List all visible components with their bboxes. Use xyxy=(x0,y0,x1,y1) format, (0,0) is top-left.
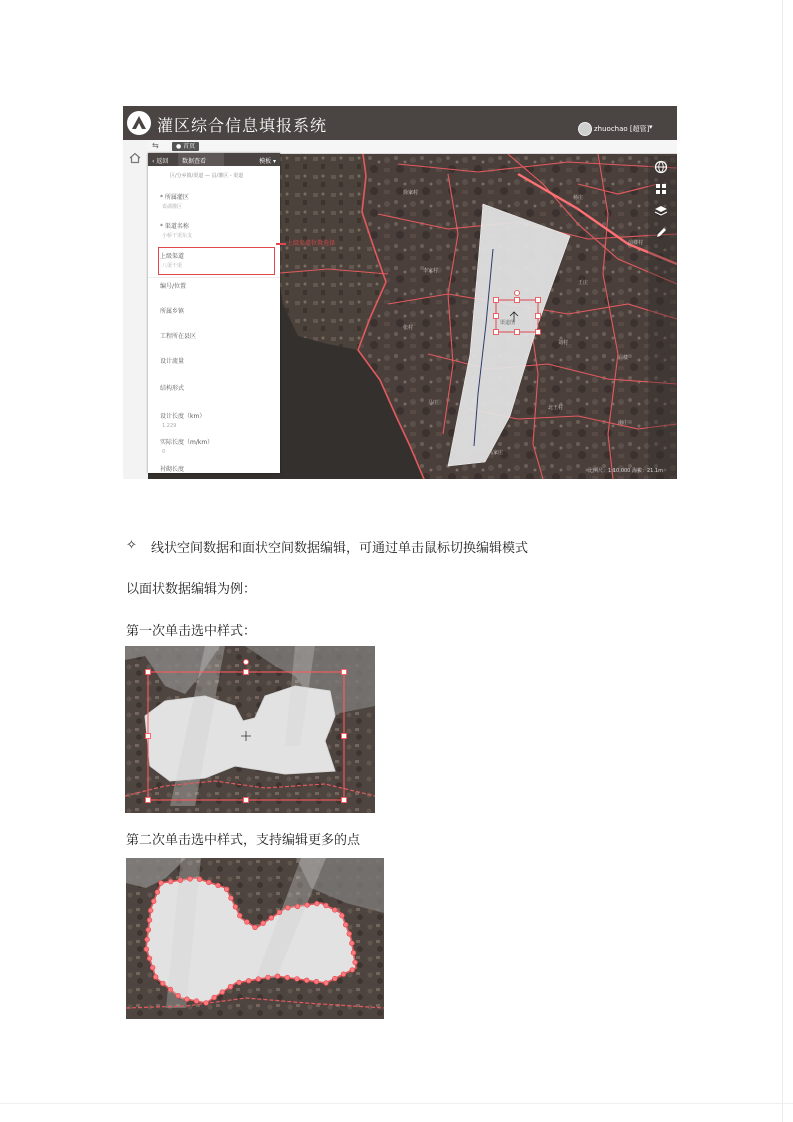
map-scale-readout: 比例尺：1:10,000 海拔：21.1m xyxy=(588,468,663,474)
field-value[interactable]: 0 xyxy=(162,449,166,455)
vertex-handle xyxy=(147,956,152,961)
vertex-handle xyxy=(206,880,211,885)
highlight-box xyxy=(158,247,275,275)
vertex-handle xyxy=(245,920,250,925)
page-edge-bottom xyxy=(0,1103,793,1104)
map-place-label: 马庄 xyxy=(428,400,439,406)
tab-home[interactable]: ● 首页 xyxy=(172,142,199,151)
vertex-handle xyxy=(269,915,274,920)
vertex-handle xyxy=(155,890,160,895)
home-icon[interactable] xyxy=(129,152,141,164)
vertex-handle xyxy=(237,913,242,918)
app-logo-icon xyxy=(127,111,151,135)
back-button[interactable]: ‹ 返回 xyxy=(152,158,169,165)
paragraph-line: 以面状数据编辑为例： xyxy=(126,582,257,597)
divider xyxy=(148,277,280,278)
map-place-label: 李家村 xyxy=(423,268,439,274)
vertex-handle xyxy=(147,918,152,923)
vertex-handle xyxy=(145,937,150,942)
vertex-handle xyxy=(353,960,358,965)
map-place-label: 张村 xyxy=(403,325,414,331)
vertex-handle xyxy=(332,908,337,913)
vertex-handle xyxy=(266,975,271,980)
vertex-handle xyxy=(185,997,190,1002)
vertex-handle xyxy=(275,974,280,979)
field-label: 实际长度（m/km） xyxy=(160,439,214,446)
app-header xyxy=(123,106,677,140)
field-label: 所属乡镇 xyxy=(160,308,185,315)
vertex-handle xyxy=(350,968,355,973)
vertex-handle xyxy=(150,965,155,970)
vertex-handle xyxy=(204,1001,209,1006)
vertex-handle xyxy=(224,887,229,892)
vertex-handle xyxy=(151,899,156,904)
vertex-handle xyxy=(341,972,346,977)
app-title: 灌区综合信息填报系统 xyxy=(157,116,328,135)
annotation-pointer xyxy=(276,243,286,245)
map-place-label: 王庄 xyxy=(578,280,589,286)
vertex-handle xyxy=(159,881,164,886)
vertex-handle xyxy=(197,877,202,882)
vertex-handle xyxy=(220,990,225,995)
vertex-handle xyxy=(233,904,238,909)
vertex-handle xyxy=(146,927,151,932)
figure-caption: 第二次单击选中样式，支持编辑更多的点 xyxy=(126,833,361,848)
map-place-label: 高家庄 xyxy=(488,450,504,456)
vertex-handle xyxy=(188,877,193,882)
map-feature-label: 渠道图 xyxy=(500,320,516,326)
tab-toggle-icon[interactable]: ⇆ xyxy=(152,141,159,150)
vertex-handle xyxy=(324,981,329,986)
map-place-label: 徐家村 xyxy=(403,190,419,196)
field-label: * 渠道名称 xyxy=(160,223,189,230)
vertex-handle xyxy=(315,901,320,906)
field-value[interactable]: 八渠干渠 xyxy=(162,263,183,269)
vertex-handle xyxy=(178,878,183,883)
annotation-text: 上级渠道位置选择 xyxy=(287,240,336,247)
vertex-handle xyxy=(277,910,282,915)
globe-icon[interactable] xyxy=(654,160,668,174)
vertex-handle xyxy=(229,896,234,901)
vertex-handle xyxy=(168,987,173,992)
vertex-handle xyxy=(256,977,261,982)
vertex-handle xyxy=(253,925,258,930)
field-label: 结构形式 xyxy=(160,385,185,392)
tab-bar xyxy=(148,140,677,154)
vertex-handle xyxy=(153,975,158,980)
grid-icon[interactable] xyxy=(654,182,668,196)
edit-icon[interactable] xyxy=(654,226,668,240)
field-label: 设计长度（km） xyxy=(160,413,206,420)
vertex-handle xyxy=(168,879,173,884)
field-label: 工程所在县区 xyxy=(160,333,197,340)
feature-form-panel xyxy=(148,153,280,473)
vertex-handle xyxy=(194,999,199,1004)
vertex-handle xyxy=(212,995,217,1000)
vertex-handle xyxy=(332,976,337,981)
vertex-handle xyxy=(228,984,233,989)
field-label: * 所属灌区 xyxy=(160,194,189,201)
panel-header xyxy=(148,153,280,166)
vertex-handle xyxy=(148,908,153,913)
template-dropdown[interactable]: 模板 ▾ xyxy=(259,158,276,165)
field-value[interactable]: 泰湖灌区 xyxy=(162,204,183,210)
map-place-label: 杨庄 xyxy=(573,195,584,201)
vertex-handle xyxy=(176,993,181,998)
vertex-handle xyxy=(351,950,356,955)
panel-tab-active[interactable] xyxy=(178,153,224,166)
vertex-handle xyxy=(324,903,329,908)
vertex-handle xyxy=(246,978,251,983)
vertex-handle xyxy=(295,904,300,909)
vertex-handle xyxy=(285,905,290,910)
vertex-handle xyxy=(285,975,290,980)
bullet-icon: ✧ xyxy=(126,538,137,553)
user-name[interactable]: zhuochao [超管] xyxy=(594,125,650,133)
vertex-handle xyxy=(304,978,309,983)
vertex-handle xyxy=(340,913,345,918)
field-label: 上级渠道 xyxy=(160,253,185,260)
paragraph-line: 线状空间数据和面状空间数据编辑，可通过单击鼠标切换编辑模式 xyxy=(151,541,529,556)
vertex-handle xyxy=(216,883,221,888)
vertex-handle xyxy=(237,980,242,985)
vertex-handle xyxy=(350,941,355,946)
field-label: 设计流量 xyxy=(160,358,185,365)
field-label: 衬砌长度 xyxy=(160,466,185,473)
panel-tab-label: 数据查看 xyxy=(182,158,207,165)
map-place-label: 刘村 xyxy=(558,340,569,346)
vertex-handle xyxy=(305,903,310,908)
map-place-label: 南庄 xyxy=(618,420,629,426)
page-edge-right xyxy=(782,0,783,1122)
map-place-label: 北王村 xyxy=(548,405,564,411)
vertex-handle xyxy=(295,977,300,982)
vertex-handle xyxy=(160,981,165,986)
field-label: 编号/位置 xyxy=(160,283,187,290)
figure-caption: 第一次单击选中样式： xyxy=(126,624,257,639)
field-value[interactable]: 小桥干渠东支 xyxy=(162,233,193,239)
vertex-handle xyxy=(343,922,348,927)
layers-icon[interactable] xyxy=(654,204,668,218)
example-second-click-image xyxy=(126,858,384,1019)
vertex-handle xyxy=(347,931,352,936)
side-nav xyxy=(123,140,149,479)
vertex-handle xyxy=(144,947,149,952)
map-place-label: 前楼村 xyxy=(628,240,644,246)
field-value[interactable]: 1.229 xyxy=(162,423,177,429)
vertex-handle xyxy=(261,921,266,926)
vertex-handle xyxy=(314,979,319,984)
user-menu-caret[interactable]: ▾ xyxy=(649,123,653,131)
map-place-label: 后楼 xyxy=(618,355,629,361)
user-avatar[interactable] xyxy=(578,122,592,136)
panel-breadcrumb: 区/分乡镇/渠道 — 县/灌区 - 渠道 xyxy=(170,173,244,179)
example-first-click-image xyxy=(125,646,375,813)
